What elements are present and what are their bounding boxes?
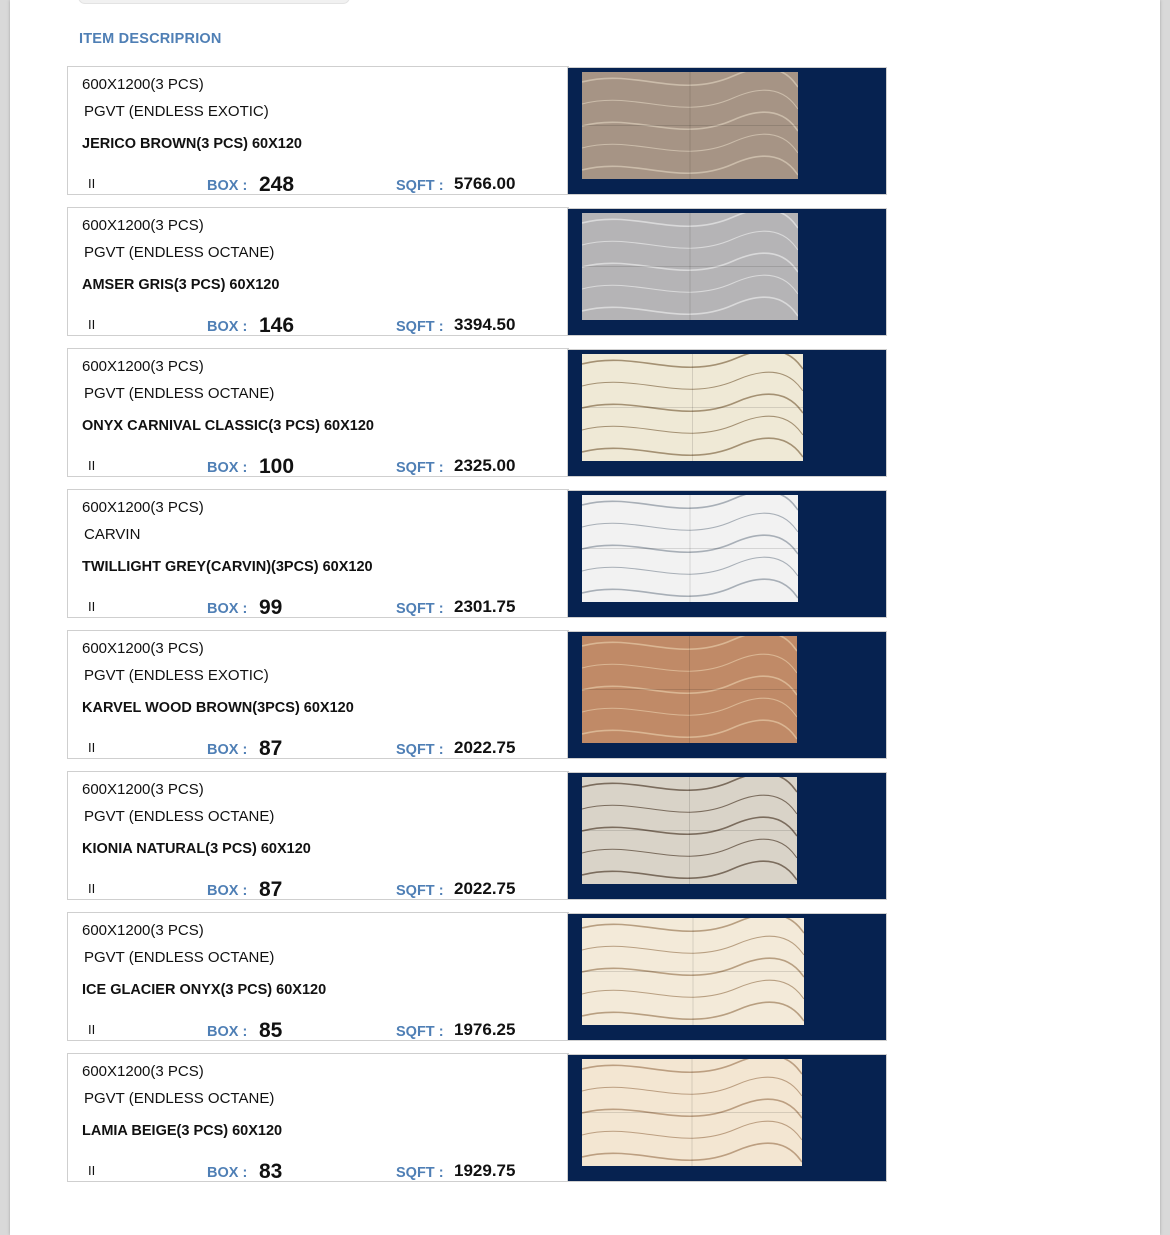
item-name: LAMIA BEIGE(3 PCS) 60X120 (82, 1123, 283, 1139)
sqft-value: 2325.00 (454, 456, 516, 475)
item-name: KIONIA NATURAL(3 PCS) 60X120 (82, 841, 311, 857)
item-name: AMSER GRIS(3 PCS) 60X120 (82, 277, 280, 293)
item-row (67, 489, 887, 618)
box-value: 146 (259, 314, 295, 337)
sqft-label: SQFT : (396, 742, 444, 758)
box-value: 83 (259, 1160, 283, 1183)
item-name: KARVEL WOOD BROWN(3PCS) 60X120 (82, 700, 354, 716)
item-info (67, 207, 569, 336)
box-label: BOX : (207, 601, 248, 617)
box-label: BOX : (207, 742, 248, 758)
item-series: PGVT (ENDLESS OCTANE) (84, 1090, 275, 1107)
item-series: PGVT (ENDLESS EXOTIC) (84, 667, 269, 684)
item-grade: II (88, 740, 96, 755)
item-name: TWILLIGHT GREY(CARVIN)(3PCS) 60X120 (82, 559, 373, 575)
item-series: CARVIN (84, 526, 141, 543)
tile-image-panel (567, 913, 887, 1041)
tile-image-panel (567, 490, 887, 618)
item-info (67, 912, 569, 1041)
item-series: PGVT (ENDLESS OCTANE) (84, 808, 275, 825)
box-label: BOX : (207, 1165, 248, 1181)
sqft-value: 5766.00 (454, 174, 516, 193)
item-name: ONYX CARNIVAL CLASSIC(3 PCS) 60X120 (82, 418, 374, 434)
item-info (67, 771, 569, 900)
item-row (67, 912, 887, 1041)
item-size: 600X1200(3 PCS) (82, 781, 204, 798)
tile-image (582, 354, 803, 461)
sqft-value: 1929.75 (454, 1161, 516, 1180)
tile-image (582, 918, 804, 1025)
item-size: 600X1200(3 PCS) (82, 76, 204, 93)
item-row (67, 66, 887, 195)
item-name: JERICO BROWN(3 PCS) 60X120 (82, 136, 302, 152)
tile-image-panel (567, 349, 887, 477)
item-series: PGVT (ENDLESS OCTANE) (84, 949, 275, 966)
item-grade: II (88, 176, 96, 191)
tile-image-panel (567, 1054, 887, 1182)
box-value: 99 (259, 596, 283, 619)
document-page (10, 0, 1160, 1235)
tile-image-panel (567, 67, 887, 195)
box-value: 85 (259, 1019, 283, 1042)
tile-image (582, 1059, 802, 1166)
item-info (67, 66, 569, 195)
sqft-label: SQFT : (396, 460, 444, 476)
box-value: 248 (259, 173, 295, 196)
box-label: BOX : (207, 883, 248, 899)
tile-image-panel (567, 631, 887, 759)
sqft-value: 2301.75 (454, 597, 516, 616)
item-size: 600X1200(3 PCS) (82, 217, 204, 234)
item-row (67, 771, 887, 900)
sqft-label: SQFT : (396, 1024, 444, 1040)
item-series: PGVT (ENDLESS EXOTIC) (84, 103, 269, 120)
box-value: 100 (259, 455, 295, 478)
item-grade: II (88, 458, 96, 473)
tile-image-panel (567, 772, 887, 900)
sqft-value: 1976.25 (454, 1020, 516, 1039)
sqft-label: SQFT : (396, 601, 444, 617)
sqft-value: 2022.75 (454, 879, 516, 898)
item-name: ICE GLACIER ONYX(3 PCS) 60X120 (82, 982, 327, 998)
item-size: 600X1200(3 PCS) (82, 499, 204, 516)
item-size: 600X1200(3 PCS) (82, 358, 204, 375)
box-label: BOX : (207, 178, 248, 194)
tile-image (582, 72, 798, 179)
item-grade: II (88, 881, 96, 896)
item-size: 600X1200(3 PCS) (82, 640, 204, 657)
box-value: 87 (259, 737, 283, 760)
section-header: ITEM DESCRIPRION (79, 31, 222, 47)
box-label: BOX : (207, 319, 248, 335)
item-row (67, 1053, 887, 1182)
sqft-label: SQFT : (396, 178, 444, 194)
item-info (67, 1053, 569, 1182)
item-row (67, 630, 887, 759)
sqft-value: 2022.75 (454, 738, 516, 757)
item-row (67, 207, 887, 336)
sqft-label: SQFT : (396, 883, 444, 899)
tile-image (582, 777, 797, 884)
sqft-value: 3394.50 (454, 315, 516, 334)
item-size: 600X1200(3 PCS) (82, 922, 204, 939)
item-series: PGVT (ENDLESS OCTANE) (84, 244, 275, 261)
sqft-label: SQFT : (396, 1165, 444, 1181)
top-tab (78, 0, 350, 4)
tile-image (582, 495, 798, 602)
sqft-label: SQFT : (396, 319, 444, 335)
item-series: PGVT (ENDLESS OCTANE) (84, 385, 275, 402)
tile-image-panel (567, 208, 887, 336)
box-label: BOX : (207, 460, 248, 476)
item-info (67, 348, 569, 477)
item-list (67, 66, 887, 1194)
tile-image (582, 636, 797, 743)
item-grade: II (88, 317, 96, 332)
item-info (67, 489, 569, 618)
box-value: 87 (259, 878, 283, 901)
tile-image (582, 213, 798, 320)
box-label: BOX : (207, 1024, 248, 1040)
item-grade: II (88, 599, 96, 614)
item-grade: II (88, 1022, 96, 1037)
item-size: 600X1200(3 PCS) (82, 1063, 204, 1080)
item-grade: II (88, 1163, 96, 1178)
item-row (67, 348, 887, 477)
item-info (67, 630, 569, 759)
